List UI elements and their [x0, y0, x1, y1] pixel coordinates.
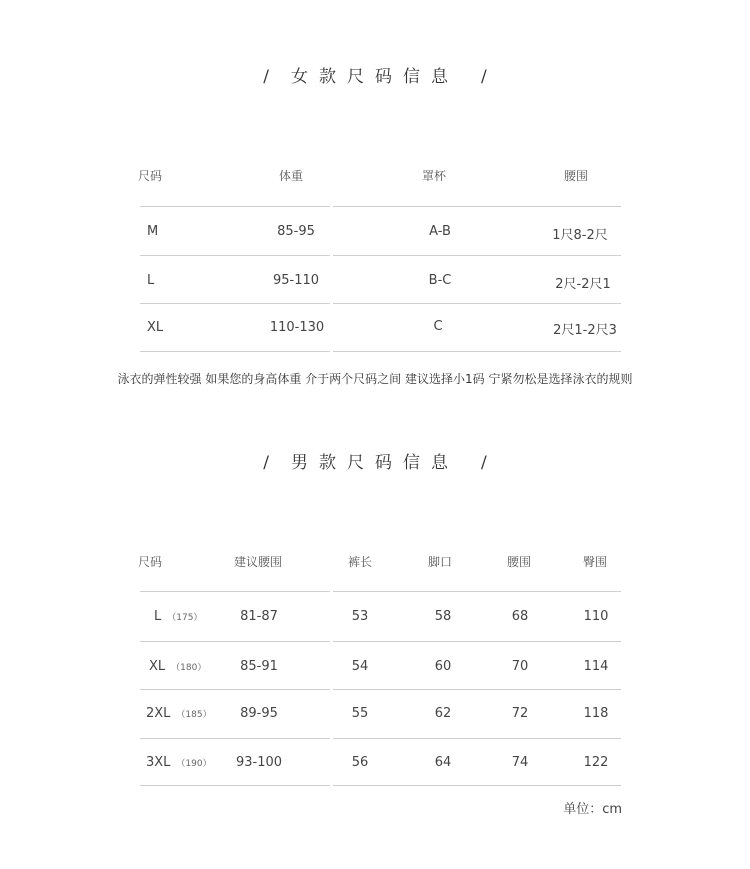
women-rule [140, 351, 330, 352]
men-cell-pant-length: 54 [351, 659, 369, 674]
men-cell-leg-opening: 60 [434, 659, 452, 674]
men-cell-leg-opening: 62 [434, 706, 452, 721]
women-rule [333, 351, 621, 352]
men-cell-leg-opening: 64 [434, 755, 452, 770]
men-cell-waist: 70 [511, 659, 529, 674]
men-cell-hip: 110 [583, 609, 609, 624]
women-rule [333, 255, 621, 256]
women-cell-weight: 95-110 [272, 273, 320, 288]
women-size-note: 泳衣的弹性较强 如果您的身高体重 介于两个尺码之间 建议选择小1码 宁紧勿松是选择泳衣的规则 [117, 372, 633, 386]
men-cell-waist: 68 [511, 609, 529, 624]
men-cell-waist: 74 [511, 755, 529, 770]
women-rule [333, 303, 621, 304]
women-cell-size: XL [147, 320, 164, 335]
women-cell-waist: 1尺8-2尺 [552, 228, 608, 243]
men-cell-suggested-waist: 81-87 [240, 609, 278, 624]
women-cell-cup: C [433, 319, 443, 334]
size-label: 2XL [146, 706, 171, 721]
women-section-title [0, 62, 750, 87]
men-cell-leg-opening: 58 [434, 609, 452, 624]
women-cell-size: L [147, 273, 155, 288]
women-rule [140, 255, 330, 256]
men-header-suggested-waist: 建议腰围 [233, 555, 283, 569]
men-header-waist: 腰围 [506, 555, 532, 569]
title-slash-right: / [481, 453, 487, 473]
women-cell-weight: 85-95 [277, 224, 315, 239]
women-header-waist: 腰围 [563, 169, 589, 183]
men-rule [140, 689, 330, 690]
men-rule [333, 591, 621, 592]
men-cell-suggested-waist: 85-91 [240, 659, 278, 674]
men-rule [140, 785, 330, 786]
women-cell-waist: 2尺1-2尺3 [553, 323, 617, 338]
men-cell-pant-length: 55 [351, 706, 369, 721]
men-cell-size [146, 706, 212, 721]
men-header-size: 尺码 [138, 555, 163, 569]
women-rule [333, 206, 621, 207]
women-header-weight: 体重 [278, 169, 304, 183]
men-rule [333, 785, 621, 786]
men-section-title [0, 448, 750, 473]
men-cell-suggested-waist: 93-100 [235, 755, 283, 770]
men-cell-size [149, 659, 206, 674]
men-header-leg-opening: 脚口 [427, 555, 453, 569]
women-cell-size: M [147, 224, 159, 239]
men-cell-pant-length: 53 [351, 609, 369, 624]
title-slash-left: / [263, 67, 269, 87]
men-cell-waist: 72 [511, 706, 529, 721]
title-slash-right: / [481, 67, 487, 87]
men-cell-size [154, 609, 202, 624]
men-cell-hip: 114 [583, 659, 609, 674]
men-rule [333, 641, 621, 642]
men-header-pant-length: 裤长 [347, 555, 373, 569]
men-rule [140, 591, 330, 592]
men-rule [140, 641, 330, 642]
men-rule [140, 738, 330, 739]
men-cell-hip: 118 [583, 706, 609, 721]
size-label: 3XL [146, 755, 171, 770]
women-header-cup: 罩杯 [421, 169, 447, 183]
women-cell-weight: 110-130 [269, 320, 325, 335]
women-cell-cup: A-B [429, 224, 451, 239]
men-rule [333, 689, 621, 690]
men-rule [333, 738, 621, 739]
size-label: XL [149, 659, 166, 674]
men-cell-suggested-waist: 89-95 [240, 706, 278, 721]
size-label: L [154, 609, 162, 624]
height-label: （180） [171, 663, 207, 673]
women-header-size: 尺码 [138, 169, 163, 183]
women-rule [140, 303, 330, 304]
title-slash-left: / [263, 453, 269, 473]
men-title-text: 男款尺码信息 [291, 453, 459, 473]
men-cell-pant-length: 56 [351, 755, 369, 770]
women-rule [140, 206, 330, 207]
women-cell-waist: 2尺-2尺1 [555, 277, 611, 292]
unit-label: 单位：cm [563, 802, 622, 817]
men-cell-size [146, 755, 212, 770]
height-label: （190） [176, 759, 212, 769]
men-cell-hip: 122 [583, 755, 609, 770]
men-header-hip: 臀围 [582, 555, 608, 569]
height-label: （175） [167, 613, 203, 623]
women-cell-cup: B-C [428, 273, 452, 288]
height-label: （185） [176, 710, 212, 720]
women-title-text: 女款尺码信息 [291, 67, 459, 87]
